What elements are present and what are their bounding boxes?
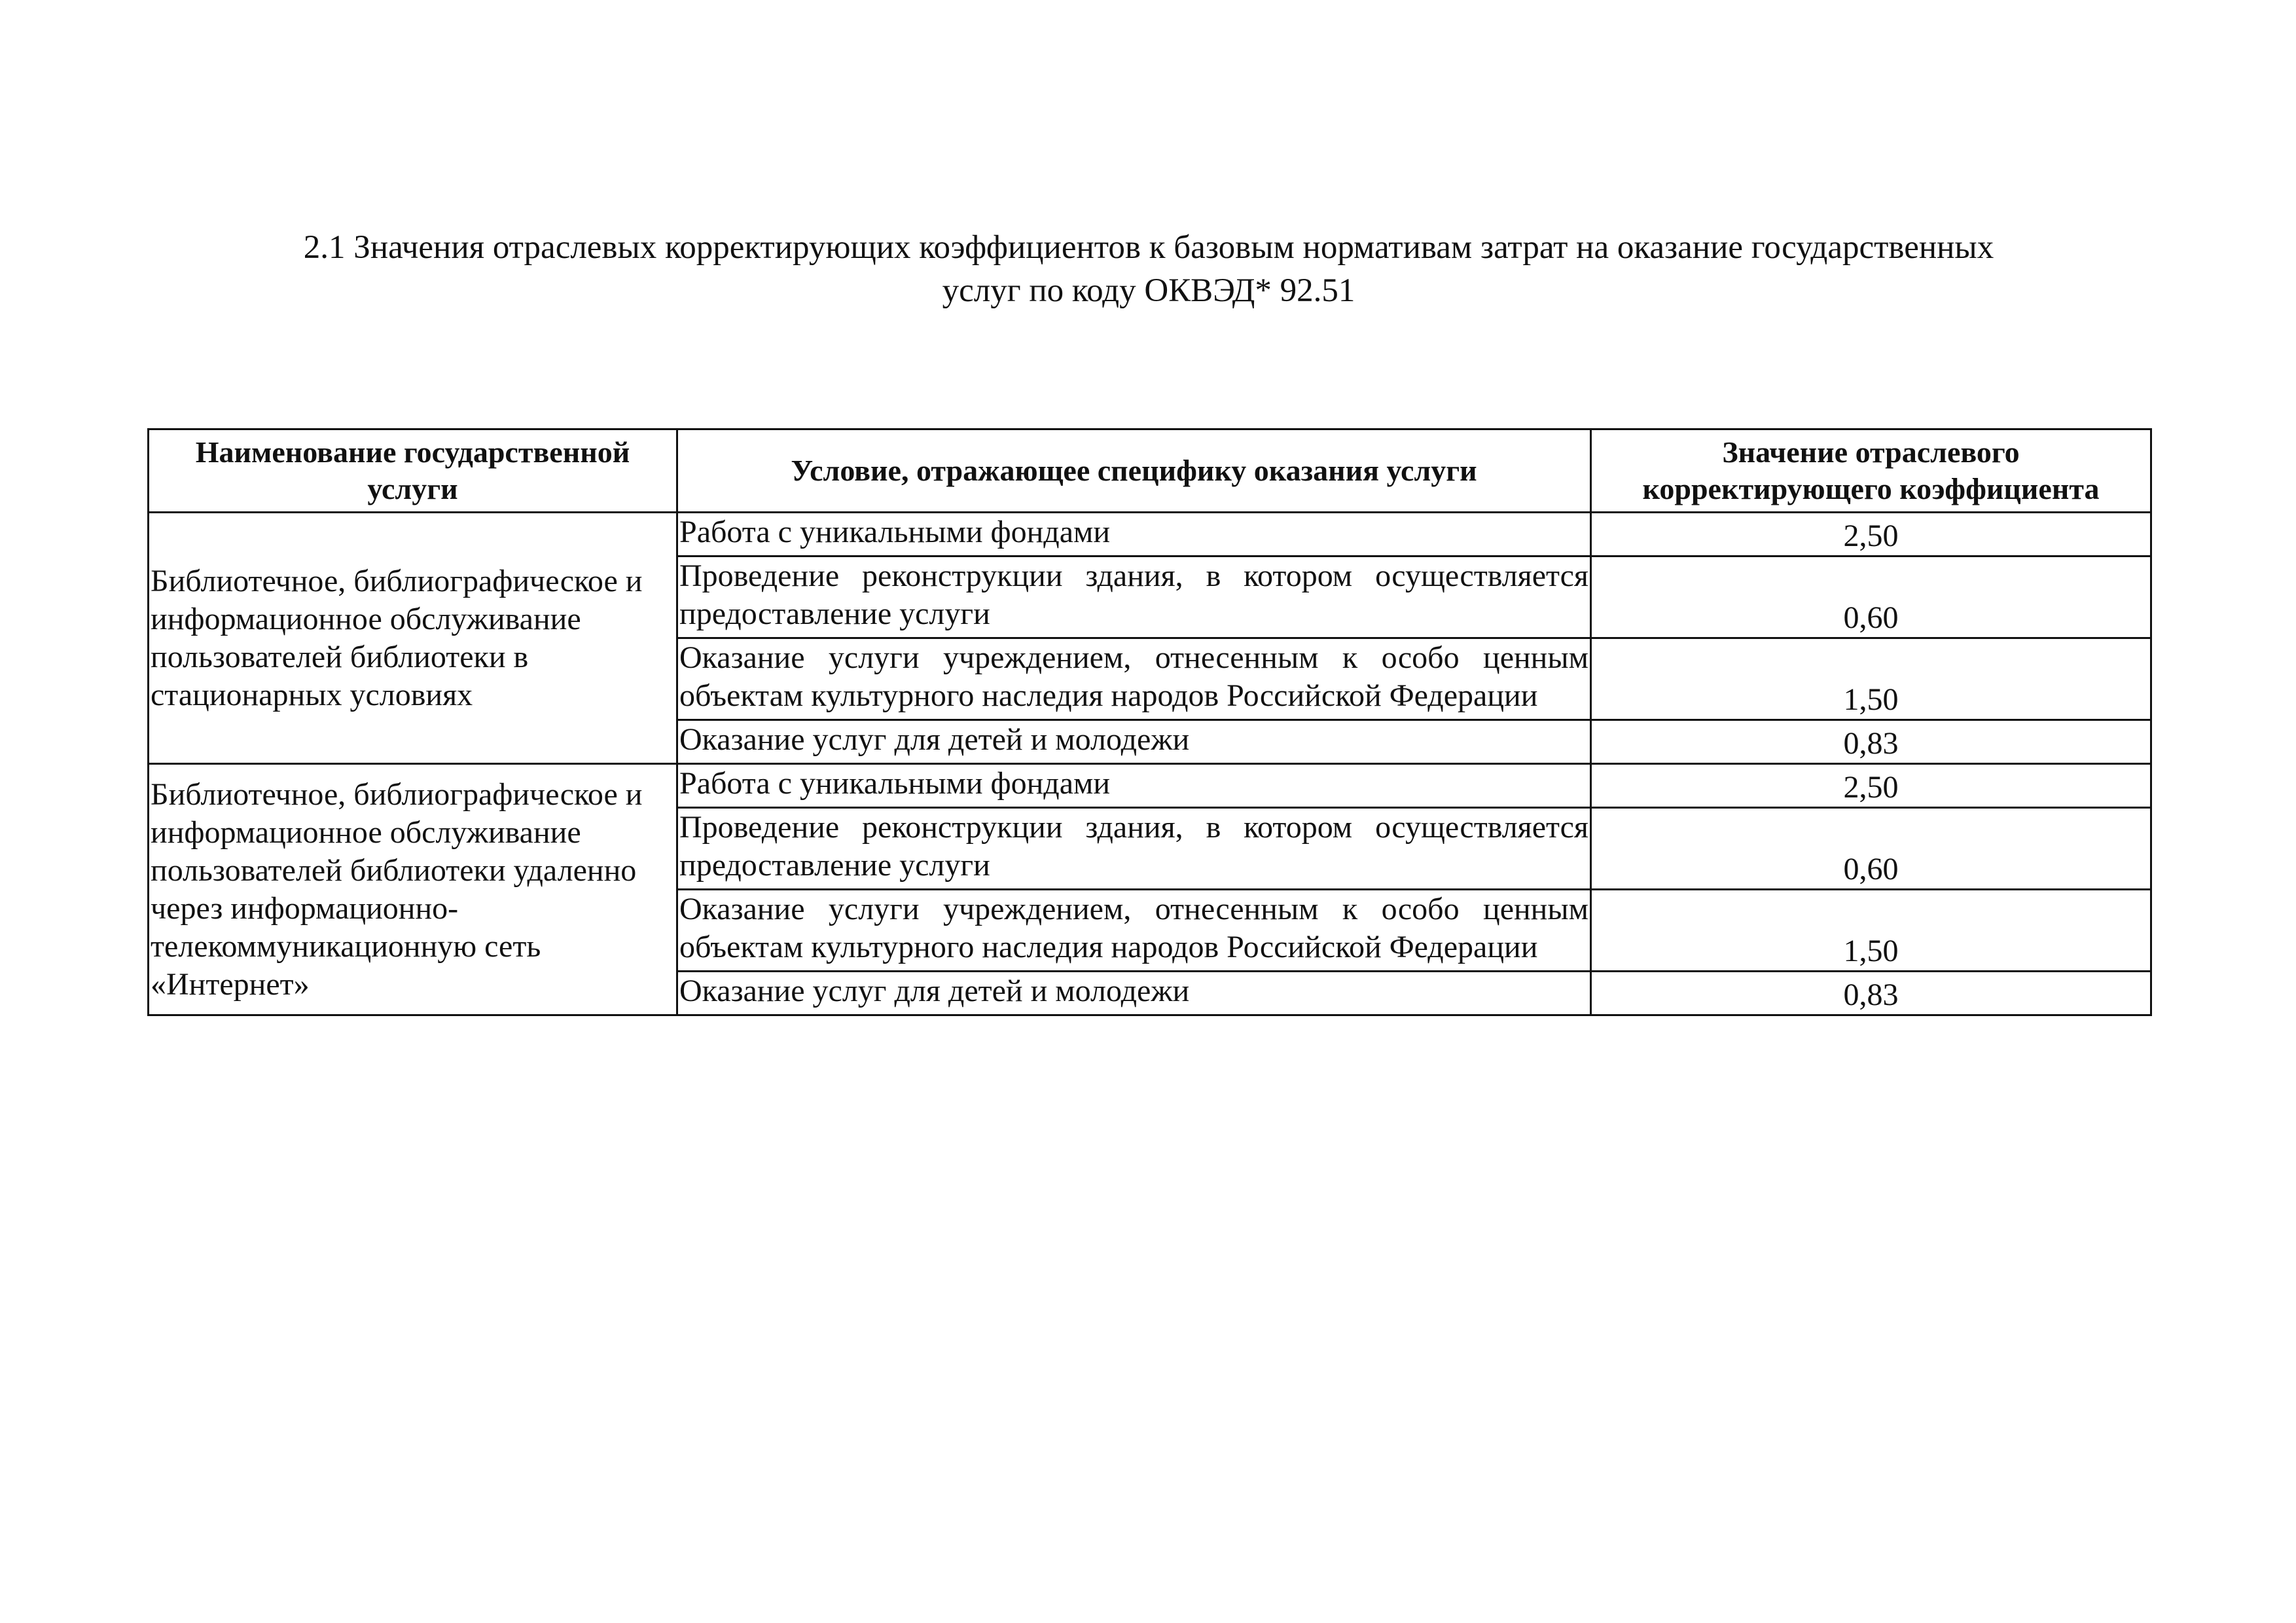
table-row [149, 764, 2151, 808]
document-title [157, 226, 2140, 312]
coefficient-value-cell: 1,50 [1591, 890, 2151, 972]
condition-cell: Оказание услуги учреждением, отнесенным к особо ценным объектам культурного наследия народов Российской Федерации [677, 890, 1591, 972]
service-name-cell: Библиотечное, библиографическое и информационное обслуживание пользователей библиотеки в стационарных условиях [149, 513, 677, 764]
condition-cell: Оказание услуги учреждением, отнесенным к особо ценным объектам культурного наследия народов Российской Федерации [677, 638, 1591, 720]
coefficient-value-cell: 0,83 [1591, 972, 2151, 1015]
coefficient-value-cell: 2,50 [1591, 513, 2151, 556]
coefficient-value-cell: 0,60 [1591, 808, 2151, 890]
title-line-1: 2.1 Значения отраслевых корректирующих коэффициентов к базовым нормативам затрат на оказание государственных [303, 229, 1994, 266]
condition-cell: Работа с уникальными фондами [677, 513, 1591, 556]
coefficient-value-cell: 0,60 [1591, 556, 2151, 638]
header-coefficient-value: Значение отраслевого корректирующего коэффициента [1591, 429, 2151, 513]
coefficients-table [147, 428, 2152, 1016]
header-service-name: Наименование государственной услуги [149, 429, 677, 513]
condition-cell: Проведение реконструкции здания, в котором осуществляется предоставление услуги [677, 556, 1591, 638]
condition-cell: Оказание услуг для детей и молодежи [677, 972, 1591, 1015]
coefficient-value-cell: 2,50 [1591, 764, 2151, 808]
condition-cell: Оказание услуг для детей и молодежи [677, 720, 1591, 764]
header-condition: Условие, отражающее специфику оказания услуги [677, 429, 1591, 513]
service-name-cell: Библиотечное, библиографическое и информационное обслуживание пользователей библиотеки удаленно через информационно-телекоммуникационную сеть «Интернет» [149, 764, 677, 1015]
coefficient-value-cell: 1,50 [1591, 638, 2151, 720]
table-header-row [149, 429, 2151, 513]
coefficient-value-cell: 0,83 [1591, 720, 2151, 764]
title-line-2: услуг по коду ОКВЭД* 92.51 [942, 272, 1355, 309]
condition-cell: Работа с уникальными фондами [677, 764, 1591, 808]
table-row [149, 513, 2151, 556]
condition-cell: Проведение реконструкции здания, в котором осуществляется предоставление услуги [677, 808, 1591, 890]
